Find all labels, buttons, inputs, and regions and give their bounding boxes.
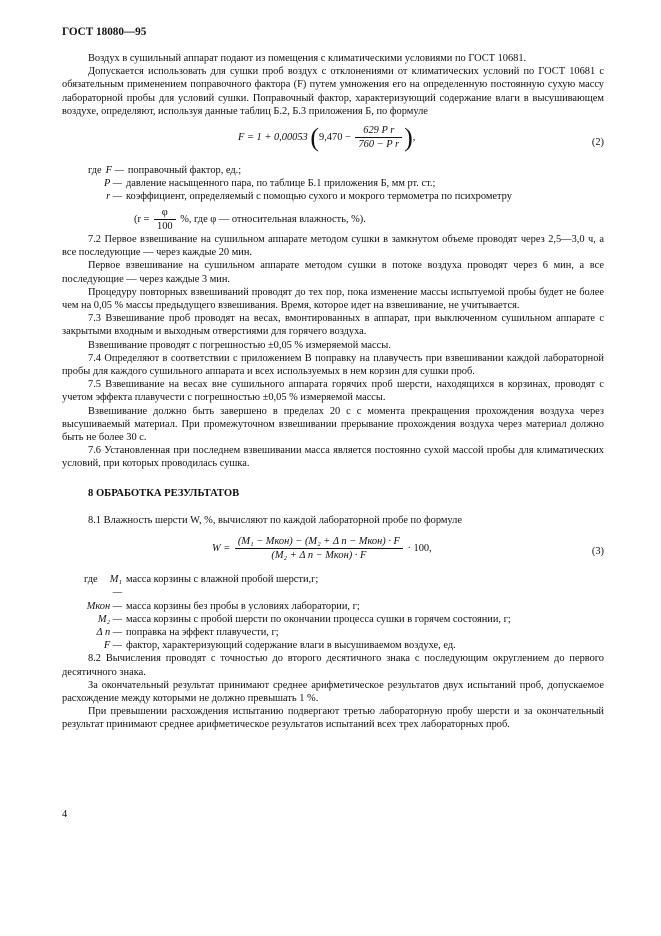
equation-number: (3) bbox=[591, 546, 604, 558]
where-symbol: F — bbox=[105, 165, 124, 177]
formula-3 bbox=[62, 533, 604, 571]
fraction-denominator: (M₂ + Δ n − Mкон) · F bbox=[271, 550, 367, 562]
paragraph: 7.3 Взвешивание проб проводят на весах, вмонтированных в аппарат, при выключенном сушильном аппарате с закрытыми входным и выходным отверстиями для горячего воздуха. bbox=[62, 313, 604, 338]
formula-fraction bbox=[355, 124, 402, 151]
fraction-numerator: 629 P r bbox=[355, 124, 402, 138]
where-text: коэффициент, определяемый с помощью сухого и мокрого термометра по психрометру bbox=[126, 191, 512, 203]
equation-number: (2) bbox=[591, 137, 604, 149]
where-block bbox=[62, 573, 604, 652]
fraction-numerator: φ bbox=[154, 206, 176, 220]
where-lead: где bbox=[88, 165, 102, 177]
paragraph: Процедуру повторных взвешиваний проводят до тех пор, пока изменение массы испытуемой пробы будет не более чем на 0,05 % массы предыдущего взвешивания. Время, которое идет на взвешивание, не учитывается. bbox=[62, 286, 604, 312]
fraction-denominator: 760 − P r bbox=[358, 139, 400, 151]
where-block bbox=[62, 164, 604, 233]
document-body bbox=[62, 52, 604, 732]
paragraph: 7.5 Взвешивание на весах вне сушильного аппарата горячих проб шерсти, находящихся в корзинах, проводят с учетом эффекта плавучести с погрешностью ±0,05 % измеряемой массы. bbox=[62, 379, 604, 404]
where-text: масса корзины без пробы в условиях лаборатории, г; bbox=[126, 600, 360, 612]
r-definition bbox=[134, 206, 604, 233]
formula-lhs: W = bbox=[212, 543, 231, 555]
paragraph: 7.2 Первое взвешивание на сушильном аппарате методом сушки в замкнутом объеме проводят через 2,5—3,0 ч, а все последующие — через каждые 20 мин. bbox=[62, 234, 604, 259]
where-symbol: M₁ — bbox=[109, 574, 122, 599]
paragraph: Допускается использовать для сушки проб воздух с отклонениями от климатических условий по ГОСТ 10681 с обязательным применением поправочного фактора (F) путем умножения его на определенную постоянную сухую массу лабораторной пробы для условий сушки. Поправочный фактор, характеризующий содержание влаги в высушивающем воздухе, определяют, используя данные таблиц Б.2, Б.3 приложения Б, по формуле bbox=[62, 66, 604, 117]
standard-header: ГОСТ 18080—95 bbox=[62, 26, 147, 38]
page-number: 4 bbox=[62, 809, 68, 820]
formula-tail: , bbox=[412, 132, 416, 144]
where-symbol: P — bbox=[104, 178, 122, 190]
paragraph: 8.1 Влажность шерсти W, %, вычисляют по каждой лабораторной пробе по формуле bbox=[88, 514, 462, 526]
where-text: фактор, характеризующий содержание влаги в высушиваемом воздухе, ед. bbox=[126, 640, 456, 652]
fraction-numerator: (M₁ − Mкон) − (M₂ + Δ n − Mкон) · F bbox=[235, 535, 403, 549]
where-symbol: M₂ — bbox=[97, 613, 122, 625]
paragraph: Взвешивание должно быть завершено в пределах 20 с с момента прекращения прохождения воздуха через высушиваемый материал. При промежуточном взвешивании прерывание прохождения воздуха через материал должно быть не более 30 с. bbox=[62, 405, 604, 444]
r-def-post: %, где φ — относительная влажность, %). bbox=[180, 213, 366, 225]
paragraph: 8.2 Вычисления проводят с точностью до второго десятичного знака с последующим округлением до первого десятичного знака. bbox=[62, 653, 604, 678]
where-symbol: Δ n — bbox=[96, 626, 122, 638]
formula-lhs: F = 1 + 0,00053 bbox=[238, 132, 308, 144]
r-fraction bbox=[154, 206, 176, 233]
where-symbol: Mкон — bbox=[86, 600, 122, 612]
paragraph: При превышении расхождения испытанию подвергают третью лабораторную пробу шерсти и за окончательный результат принимают среднее арифметическое результатов испытаний всех трех лабораторных проб. bbox=[62, 706, 604, 731]
where-text: поправка на эффект плавучести, г; bbox=[126, 626, 279, 638]
paragraph: Воздух в сушильный аппарат подают из помещения с климатическими условиями по ГОСТ 10681. bbox=[88, 53, 527, 64]
r-def-pre: (r = bbox=[134, 213, 150, 225]
formula-term: 9,470 − bbox=[319, 132, 351, 144]
paragraph: Первое взвешивание на сушильном аппарате методом сушки в потоке воздуха проводят через 6 мин, а все последующие — через каждые 3 мин. bbox=[62, 260, 604, 285]
where-text: масса корзины с пробой шерсти по окончании процесса сушки в горячем состоянии, г; bbox=[126, 613, 511, 625]
where-text: поправочный фактор, ед.; bbox=[127, 165, 242, 177]
where-symbol: r — bbox=[106, 191, 122, 203]
formula-fraction bbox=[235, 535, 403, 562]
paragraph: Взвешивание проводят с погрешностью ±0,05 % измеряемой массы. bbox=[88, 339, 391, 351]
section-heading: 8 ОБРАБОТКА РЕЗУЛЬТАТОВ bbox=[88, 487, 240, 499]
formula-tail: · 100, bbox=[407, 543, 432, 555]
paragraph: За окончательный результат принимают среднее арифметическое результатов двух испытаний проб, допускаемое расхождение между которыми не должно превышать 1 %. bbox=[62, 679, 604, 704]
paragraph: 7.6 Установленная при последнем взвешивании масса является постоянно сухой массой пробы для климатических условий, при которых проводилась сушка. bbox=[62, 445, 604, 470]
formula-2: F = 1 + 0,00053 (9,470 − $\frac{\text{629 P r}}{\text{760 − P r}}$ ), (2) bbox=[238, 123, 604, 153]
where-text: давление насыщенного пара, по таблице Б.1 приложения Б, мм рт. ст.; bbox=[126, 178, 436, 190]
fraction-denominator: 100 bbox=[157, 220, 173, 232]
paragraph: 7.4 Определяют в соответствии с приложением В поправку на плавучесть при взвешивании каждой лабораторной пробы для каждого сушильного аппарата и всех используемых в нем корзин для сушки проб. bbox=[62, 352, 604, 378]
where-lead: где bbox=[84, 574, 98, 586]
where-symbol: F — bbox=[103, 640, 122, 652]
where-text: масса корзины с влажной пробой шерсти,г; bbox=[126, 574, 319, 586]
